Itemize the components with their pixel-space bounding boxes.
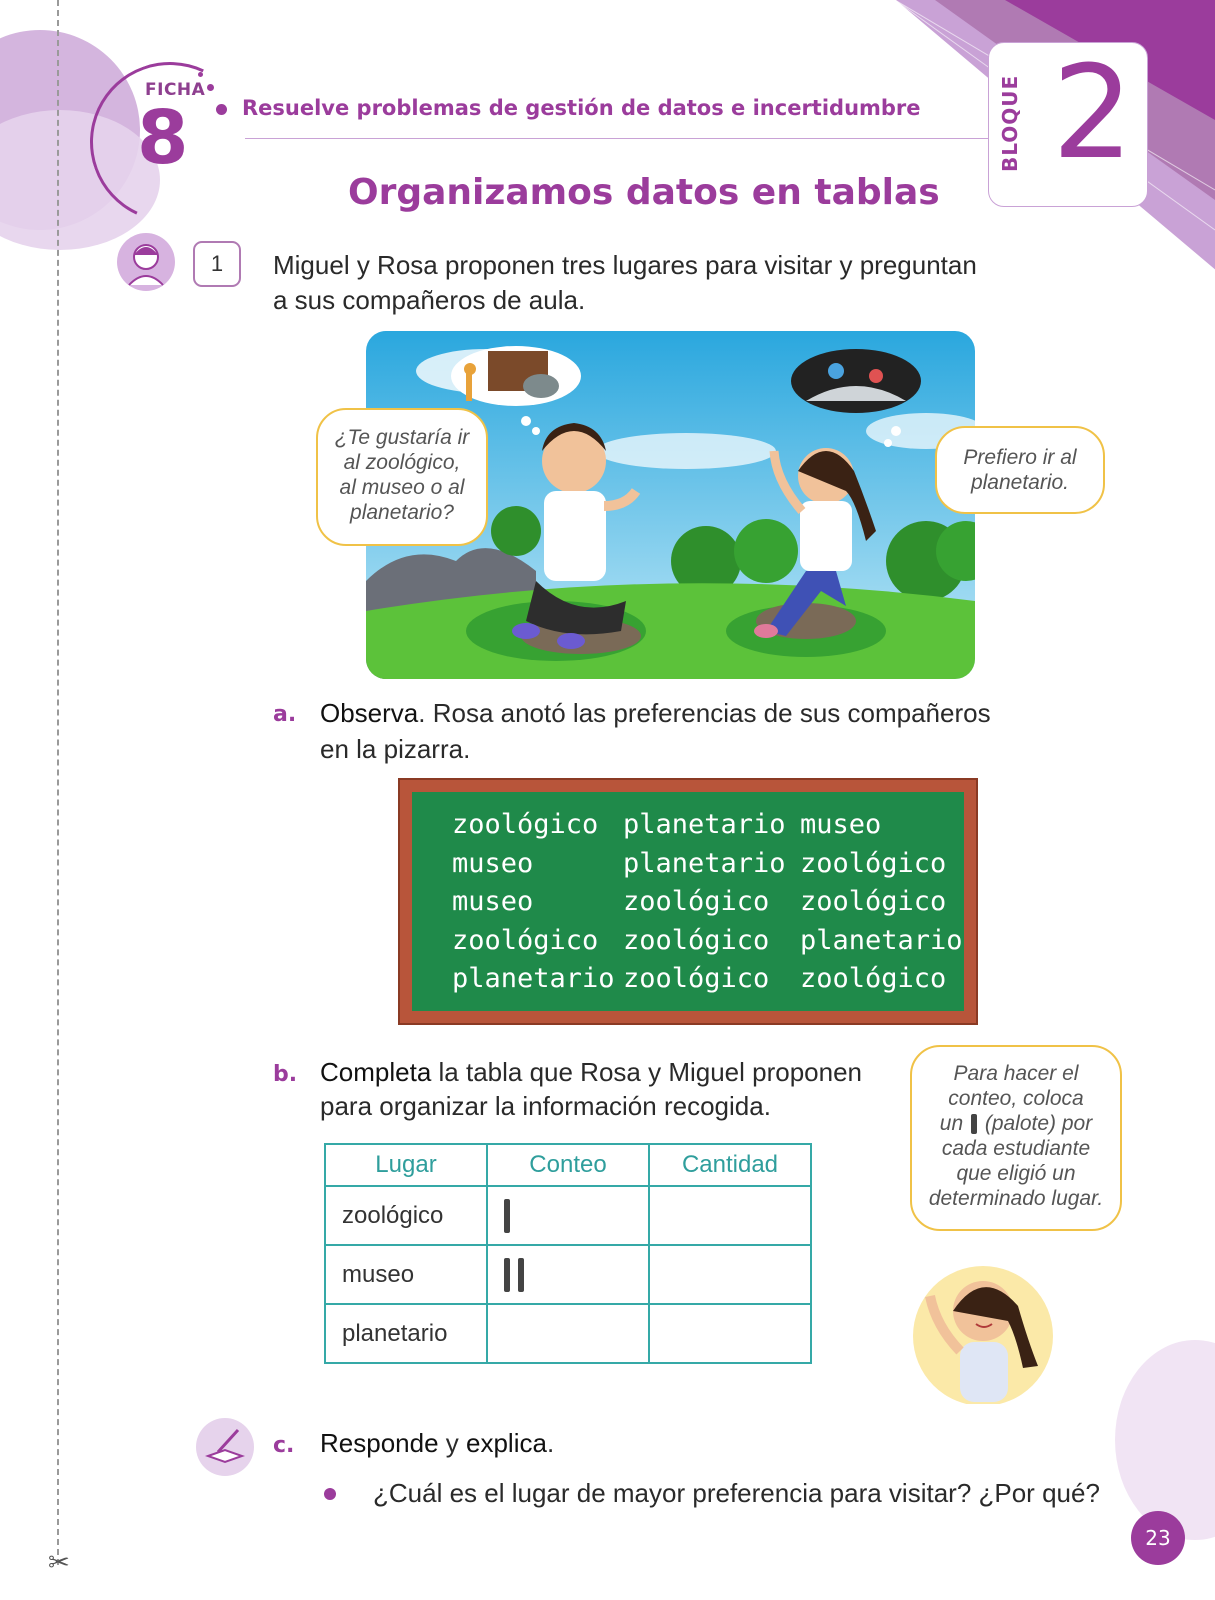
part-a-line1 <box>320 696 991 730</box>
hint-line: determinado lugar. <box>928 1187 1104 1210</box>
table-row <box>325 1304 811 1363</box>
bubble-line: al zoológico, <box>343 451 461 474</box>
bullet-icon <box>216 104 227 115</box>
board-entry: zoológico <box>452 809 599 840</box>
board-entry: museo <box>452 847 534 879</box>
board-column-2 <box>623 806 786 999</box>
part-b-text: la tabla que Rosa y Miguel proponen <box>431 1057 863 1087</box>
bullet-icon <box>324 1488 336 1500</box>
hint-line <box>912 1111 1120 1136</box>
decorative-circle <box>1115 1340 1215 1540</box>
ficha-number: 8 <box>137 95 189 181</box>
decorative-dot <box>198 72 203 77</box>
hint-text: (palote) por <box>984 1112 1093 1135</box>
board-entry: zoológico <box>452 924 599 956</box>
cell-cantidad[interactable] <box>649 1245 811 1304</box>
hint-line: conteo, coloca <box>948 1087 1084 1110</box>
part-c-verb2: explica <box>466 1428 547 1458</box>
page-title: Organizamos datos en tablas <box>348 172 940 213</box>
part-b-line1 <box>320 1055 862 1089</box>
miguel-speech-bubble <box>316 408 488 546</box>
cell-lugar: planetario <box>325 1304 487 1363</box>
board-entry: zoológico <box>623 924 770 956</box>
part-a-text: . Rosa anotó las preferencias de sus compañeros <box>418 698 991 728</box>
part-a-verb: Observa <box>320 698 419 728</box>
part-c-letter: c. <box>273 1433 295 1458</box>
board-column-1 <box>452 806 615 999</box>
part-b-letter: b. <box>273 1062 298 1087</box>
bubble-line: planetario. <box>970 471 1070 494</box>
board-entry: planetario <box>452 963 615 994</box>
bubble-line: Prefiero ir al <box>963 446 1077 469</box>
bloque-label: BLOQUE <box>998 74 1022 172</box>
bloque-number: 2 <box>1052 39 1134 188</box>
column-header-cantidad: Cantidad <box>649 1144 811 1186</box>
cut-line <box>57 0 59 1565</box>
board-entry: planetario <box>623 809 786 840</box>
competency-heading: Resuelve problemas de gestión de datos e incertidumbre <box>242 96 921 120</box>
table-header-row <box>325 1144 811 1186</box>
cell-conteo[interactable] <box>487 1186 649 1245</box>
cell-conteo[interactable] <box>487 1245 649 1304</box>
activity-intro-line2: a sus compañeros de aula. <box>273 285 586 315</box>
hint-line: que eligió un <box>956 1162 1076 1185</box>
board-entry: zoológico <box>800 847 947 879</box>
table-row <box>325 1245 811 1304</box>
decorative-dot <box>207 84 214 91</box>
hint-line: Para hacer el <box>953 1062 1079 1085</box>
hint-text: un <box>939 1112 964 1135</box>
writing-book-icon <box>196 1418 254 1476</box>
tally-mark <box>518 1258 524 1292</box>
column-header-conteo: Conteo <box>487 1144 649 1186</box>
girl-illustration <box>908 1256 1058 1404</box>
page-number: 23 <box>1131 1511 1185 1565</box>
cell-conteo[interactable] <box>487 1304 649 1363</box>
part-c-instruction <box>320 1426 554 1460</box>
chalkboard-surface <box>412 792 964 1011</box>
board-entry: zoológico <box>623 886 770 917</box>
bubble-line: al museo o al <box>339 476 465 499</box>
tally-table <box>324 1143 812 1364</box>
activity-intro-line1: Miguel y Rosa proponen tres lugares para visitar y preguntan <box>273 250 977 280</box>
part-c-end: . <box>546 1428 555 1458</box>
column-header-lugar: Lugar <box>325 1144 487 1186</box>
board-entry: zoológico <box>623 963 770 994</box>
board-entry: museo <box>800 809 882 840</box>
student-avatar-icon <box>117 233 175 291</box>
cell-cantidad[interactable] <box>649 1186 811 1245</box>
part-c-connector: y <box>438 1428 466 1458</box>
header-divider <box>245 138 990 139</box>
table-row <box>325 1186 811 1245</box>
board-entry: planetario <box>800 924 963 956</box>
tally-mark-icon <box>971 1114 977 1134</box>
part-b-line2: para organizar la información recogida. <box>320 1091 771 1121</box>
part-b-verb: Completa <box>320 1057 432 1087</box>
rosa-speech-bubble <box>935 426 1105 514</box>
bubble-line: ¿Te gustaría ir <box>334 426 470 449</box>
part-a-letter: a. <box>273 702 297 727</box>
activity-number: 1 <box>193 241 241 287</box>
cell-lugar: zoológico <box>325 1186 487 1245</box>
part-a-line2: en la pizarra. <box>320 734 471 764</box>
cell-lugar: museo <box>325 1245 487 1304</box>
hint-speech-bubble <box>910 1045 1122 1231</box>
board-entry: zoológico <box>800 886 947 917</box>
tally-mark <box>504 1258 510 1292</box>
board-entry: zoológico <box>800 963 947 994</box>
chalkboard <box>398 778 978 1025</box>
part-c-question: ¿Cuál es el lugar de mayor preferencia para visitar? ¿Por qué? <box>373 1478 1100 1508</box>
cell-cantidad[interactable] <box>649 1304 811 1363</box>
bubble-line: planetario? <box>350 501 454 524</box>
scissors-icon: ✂ <box>48 1548 70 1578</box>
part-c-verb1: Responde <box>320 1428 439 1458</box>
tally-mark <box>504 1199 510 1233</box>
hint-line: cada estudiante <box>941 1137 1091 1160</box>
board-entry: planetario <box>623 847 786 879</box>
ficha-label: FICHA <box>145 80 206 100</box>
board-entry: museo <box>452 886 534 917</box>
board-column-3 <box>800 806 963 999</box>
